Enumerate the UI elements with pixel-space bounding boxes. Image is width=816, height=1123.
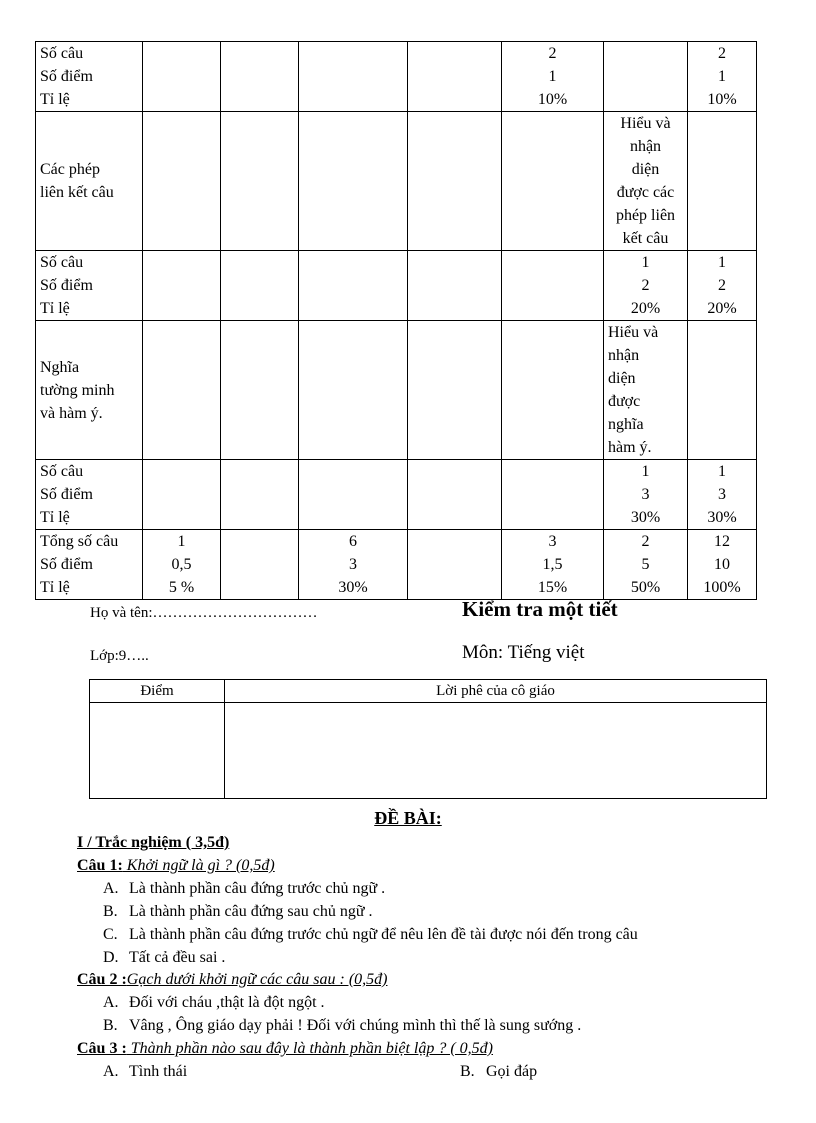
cell: 1 2 20% (688, 251, 757, 321)
row-label: Nghĩa tường minh và hàm ý. (36, 321, 143, 460)
q3-option-a: A. Tình thái (103, 1063, 188, 1080)
matrix-table (35, 41, 757, 600)
student-class-line: Lớp:9….. (90, 648, 149, 664)
q1-option-c: C. Là thành phần câu đứng trước chủ ngữ để nêu lên đề tài được nói đến trong câu (103, 926, 638, 943)
cell: Hiểu và nhận diện được nghĩa hàm ý. (604, 321, 688, 460)
cell: 12 10 100% (688, 530, 757, 600)
comment-header: Lời phê của cô giáo (225, 680, 767, 703)
section-title: I / Trắc nghiệm ( 3,5đ) (77, 834, 230, 851)
q1-option-d: D. Tất cả đều sai . (103, 949, 226, 966)
exam-subject: Môn: Tiếng việt (462, 642, 585, 663)
cell: 1 3 30% (688, 460, 757, 530)
row-label: Số câu Số điểm Tỉ lệ (36, 460, 143, 530)
section-heading: ĐỀ BÀI: (374, 808, 442, 828)
exam-title: Kiểm tra một tiết (462, 597, 618, 621)
score-header: Điểm (90, 680, 225, 703)
table-row (36, 530, 757, 600)
row-label: Số câu Số điểm Tỉ lệ (36, 251, 143, 321)
cell: Hiểu và nhận diện được các phép liên kết câu (604, 112, 688, 251)
q2-option-a: A. Đối với cháu ,thật là đột ngột . (103, 994, 325, 1011)
cell: 6 3 30% (299, 530, 408, 600)
question-3: Câu 3 : Thành phần nào sau đây là thành phần biệt lập ? ( 0,5đ) (77, 1040, 493, 1057)
student-name-line: Họ và tên:…………………………… (90, 605, 318, 621)
cell: 2 1 10% (502, 42, 604, 112)
cell: 2 1 10% (688, 42, 757, 112)
cell: 1 0,5 5 % (143, 530, 221, 600)
table-row (36, 251, 757, 321)
cell: 1 2 20% (604, 251, 688, 321)
cell: 2 5 50% (604, 530, 688, 600)
table-row (36, 460, 757, 530)
q2-option-b: B. Vâng , Ông giáo dạy phải ! Đối với chúng mình thì thế là sung sướng . (103, 1017, 582, 1034)
cell: 3 1,5 15% (502, 530, 604, 600)
q1-option-a: A. Là thành phần câu đứng trước chủ ngữ . (103, 880, 386, 897)
table-row (36, 112, 757, 251)
table-row (36, 42, 757, 112)
table-row (36, 321, 757, 460)
row-label: Số câu Số điểm Tỉ lệ (36, 42, 143, 112)
grade-box (89, 679, 767, 799)
q1-option-b: B. Là thành phần câu đứng sau chủ ngữ . (103, 903, 373, 920)
question-1: Câu 1: Khởi ngữ là gì ? (0,5đ) (77, 857, 275, 874)
cell: 1 3 30% (604, 460, 688, 530)
score-field (90, 703, 225, 799)
q3-option-b: B. Gọi đáp (460, 1063, 538, 1080)
row-label: Tổng số câu Số điểm Tỉ lệ (36, 530, 143, 600)
question-2: Câu 2 :Gạch dưới khởi ngữ các câu sau : (0,5đ) (77, 971, 388, 988)
comment-field (225, 703, 767, 799)
row-label: Các phép liên kết câu (36, 112, 143, 251)
